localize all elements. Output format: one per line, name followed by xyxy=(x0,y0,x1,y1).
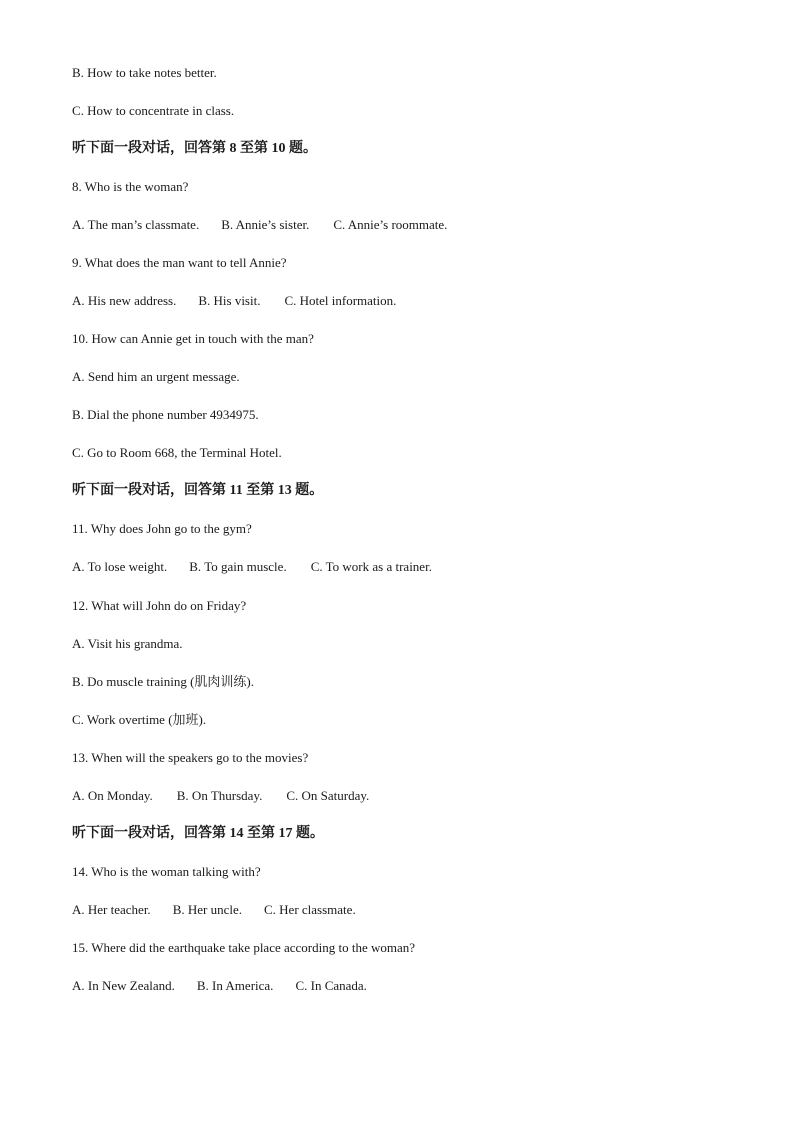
q13-option-b: B. On Thursday. xyxy=(176,788,263,803)
question-15-options xyxy=(72,977,367,995)
q10-option-a: A. Send him an urgent message. xyxy=(72,369,240,384)
q10-option-b: B. Dial the phone number 4934975. xyxy=(72,407,259,422)
question-14: 14. Who is the woman talking with? xyxy=(72,864,261,879)
q12-option-a: A. Visit his grandma. xyxy=(72,636,183,651)
question-11: 11. Why does John go to the gym? xyxy=(72,521,252,536)
section-heading-14-17: 听下面一段对话，回答第 14 至第 17 题。 xyxy=(72,826,324,841)
q14-option-a: A. Her teacher. xyxy=(72,902,151,917)
section-heading-11-13: 听下面一段对话，回答第 11 至第 13 题。 xyxy=(72,483,324,498)
q11-option-a: A. To lose weight. xyxy=(72,559,168,574)
q11-option-c: C. To work as a trainer. xyxy=(310,559,432,574)
q9-option-b: B. His visit. xyxy=(198,293,261,308)
q7-option-c: C. How to concentrate in class. xyxy=(72,103,235,118)
question-10: 10. How can Annie get in touch with the man? xyxy=(72,331,314,346)
question-12: 12. What will John do on Friday? xyxy=(72,598,247,613)
q9-option-c: C. Hotel information. xyxy=(284,293,397,308)
q13-option-a: A. On Monday. xyxy=(72,788,153,803)
question-15: 15. Where did the earthquake take place according to the woman? xyxy=(72,940,416,955)
q7-option-b: B. How to take notes better. xyxy=(72,65,217,80)
q15-option-b: B. In America. xyxy=(196,978,274,993)
q12-option-c: C. Work overtime (加班). xyxy=(72,712,207,727)
q12-option-b: B. Do muscle training (肌肉训练). xyxy=(72,674,254,689)
question-11-options xyxy=(72,558,432,576)
q15-option-c: C. In Canada. xyxy=(295,978,367,993)
q8-option-c: C. Annie’s roommate. xyxy=(333,217,448,232)
question-13-options xyxy=(72,787,369,805)
q8-option-b: B. Annie’s sister. xyxy=(221,217,310,232)
question-8-options xyxy=(72,216,447,234)
question-9-options xyxy=(72,292,396,310)
question-13: 13. When will the speakers go to the movies? xyxy=(72,750,309,765)
q8-option-a: A. The man’s classmate. xyxy=(72,217,200,232)
q9-option-a: A. His new address. xyxy=(72,293,177,308)
question-8: 8. Who is the woman? xyxy=(72,179,189,194)
q14-option-b: B. Her uncle. xyxy=(172,902,242,917)
question-9: 9. What does the man want to tell Annie? xyxy=(72,255,287,270)
q13-option-c: C. On Saturday. xyxy=(286,788,370,803)
q10-option-c: C. Go to Room 668, the Terminal Hotel. xyxy=(72,445,282,460)
question-14-options xyxy=(72,901,356,919)
q15-option-a: A. In New Zealand. xyxy=(72,978,175,993)
section-heading-8-10: 听下面一段对话，回答第 8 至第 10 题。 xyxy=(72,141,317,156)
q14-option-c: C. Her classmate. xyxy=(264,902,356,917)
q11-option-b: B. To gain muscle. xyxy=(189,559,287,574)
